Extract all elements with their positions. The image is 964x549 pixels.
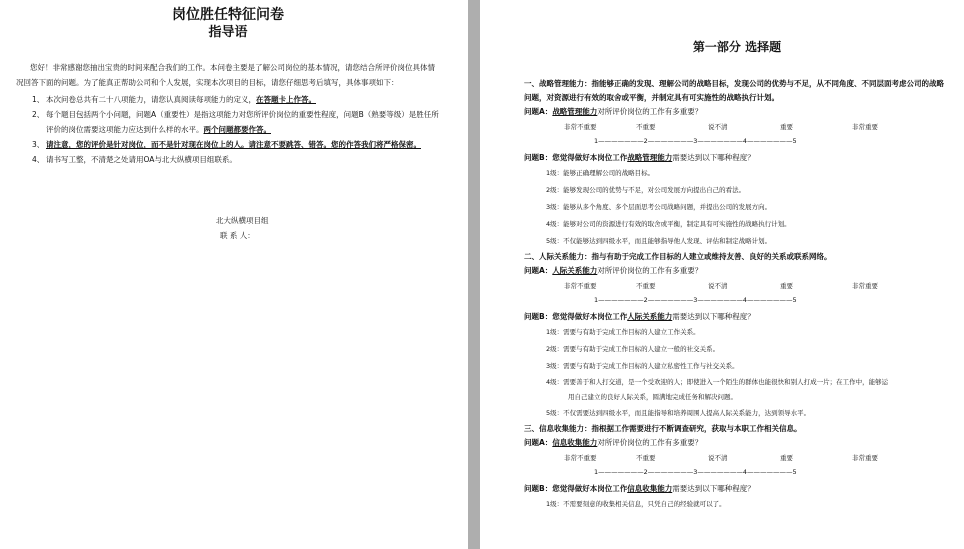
question-a: 问题A：人际关系能力对所评价岗位的工作有多重要？ <box>524 266 703 275</box>
question-a: 问题A：战略管理能力对所评价岗位的工作有多重要？ <box>524 107 703 116</box>
rating-scale-line: 1———————2———————3———————4———————5 <box>594 468 797 476</box>
rating-scale-line: 1———————2———————3———————4———————5 <box>594 296 797 304</box>
section-heading: 三、信息收集能力：指根据工作需要进行不断调查研究，获取与本职工作相关信息。 <box>524 424 802 433</box>
question-b: 问题B：您觉得做好本岗位工作人际关系能力需要达到以下哪种程度？ <box>524 312 755 321</box>
level-option: 3级：能够从多个角度、多个层面思考公司战略问题，并提出公司的发展方向。 <box>546 203 772 211</box>
question-b: 问题B：您觉得做好本岗位工作战略管理能力需要达到以下哪种程度？ <box>524 153 755 162</box>
rating-scale-line: 1———————2———————3———————4———————5 <box>594 137 797 145</box>
contact-label: 联 系 人： <box>220 231 255 240</box>
rating-scale-labels: 非常不重要 不重要 说不清 重要 非常重要 <box>564 282 878 290</box>
level-option: 5级：不仅需要达到四级水平，而且能指导和培养周围人提高人际关系能力，达到领导水平。 <box>546 409 811 417</box>
instruction-item: 3、 请注意，您的评价是针对岗位，而不是针对现在岗位上的人。请注意不要跳答、错答。您的作答我们将严格保密。 <box>32 140 421 149</box>
document-page-right <box>480 0 964 549</box>
instruction-item: 2、 每个题目包括两个小问题，问题A（重要性）是指这项能力对您所评价岗位的重要性程度，问题B（熟要等级）是胜任所评价的岗位需要这项能力应达到什么样的水平。两个问题都要作答。 <box>32 110 439 134</box>
instruction-item: 1、 本次问卷总共有二十八项能力，请您认真阅读每项能力的定义，在答题卡上作答。 <box>32 95 316 104</box>
question-a: 问题A：信息收集能力对所评价岗位的工作有多重要？ <box>524 438 703 447</box>
part-title: 第一部分 选择题 <box>692 40 782 54</box>
guide-heading: 指导语 <box>208 25 248 40</box>
document-title: 岗位胜任特征问卷 <box>172 7 284 23</box>
level-option: 1级：不需要刻意的收集相关信息，只凭自己的经验就可以了。 <box>546 500 726 508</box>
level-option: 1级：需要与有助于完成工作目标的人建立工作关系。 <box>546 328 700 336</box>
rating-scale-labels: 非常不重要 不重要 说不清 重要 非常重要 <box>564 454 878 462</box>
section-heading: 一、战略管理能力：指能够正确的发现、理解公司的战略目标，发现公司的优势与不足，从不同角度、不同层面考虑公司的战略问题，对资源进行有效的取舍或平衡，并制定具有可实施性的战略执行计划。 <box>524 79 944 102</box>
question-b: 问题B：您觉得做好本岗位工作信息收集能力需要达到以下哪种程度？ <box>524 484 755 493</box>
level-option: 2级：需要与有助于完成工作目标的人建立一般的社交关系。 <box>546 345 720 353</box>
level-option: 1级：能够正确理解公司的战略目标。 <box>546 169 655 177</box>
level-option: 5级：不仅能够达到四级水平，而且能够指导他人发现、评估和制定战略计划。 <box>546 237 772 245</box>
instruction-item: 4、 请书写工整，不清楚之处请用OA与北大纵横项目组联系。 <box>32 155 237 164</box>
rating-scale-labels: 非常不重要 不重要 说不清 重要 非常重要 <box>564 123 878 131</box>
organization-name: 北大纵横项目组 <box>216 216 269 225</box>
intro-paragraph: 您好！非常感谢您抽出宝贵的时间来配合我们的工作。本问卷主要是了解公司岗位的基本情况，请您结合所评价岗位具体情况回答下面的问题。为了能真正帮助公司和个人发展，实现本次项目的目标，请您仔细思考后填写，具体事项如下： <box>16 63 435 87</box>
level-option: 3级：需要与有助于完成工作目标的人建立私密性工作与社交关系。 <box>546 362 739 370</box>
level-option: 4级：需要善于和人打交道，是一个受欢迎的人；即使进入一个陌生的群体也能很快和别人打成一片；在工作中，能够运 用自己建立的良好人际关系，圆满地完成任务和解决问题。 <box>546 378 889 401</box>
document-page-left <box>0 0 468 549</box>
level-option: 4级：能够对公司的资源进行有效的取舍或平衡，制定具有可实施性的战略执行计划。 <box>546 220 791 228</box>
section-heading: 二、人际关系能力：指与有助于完成工作目标的人建立或维持友善、良好的关系或联系网络。 <box>524 252 832 261</box>
level-option: 2级：能够发现公司的优势与不足，对公司发展方向提出自己的看法。 <box>546 186 746 194</box>
